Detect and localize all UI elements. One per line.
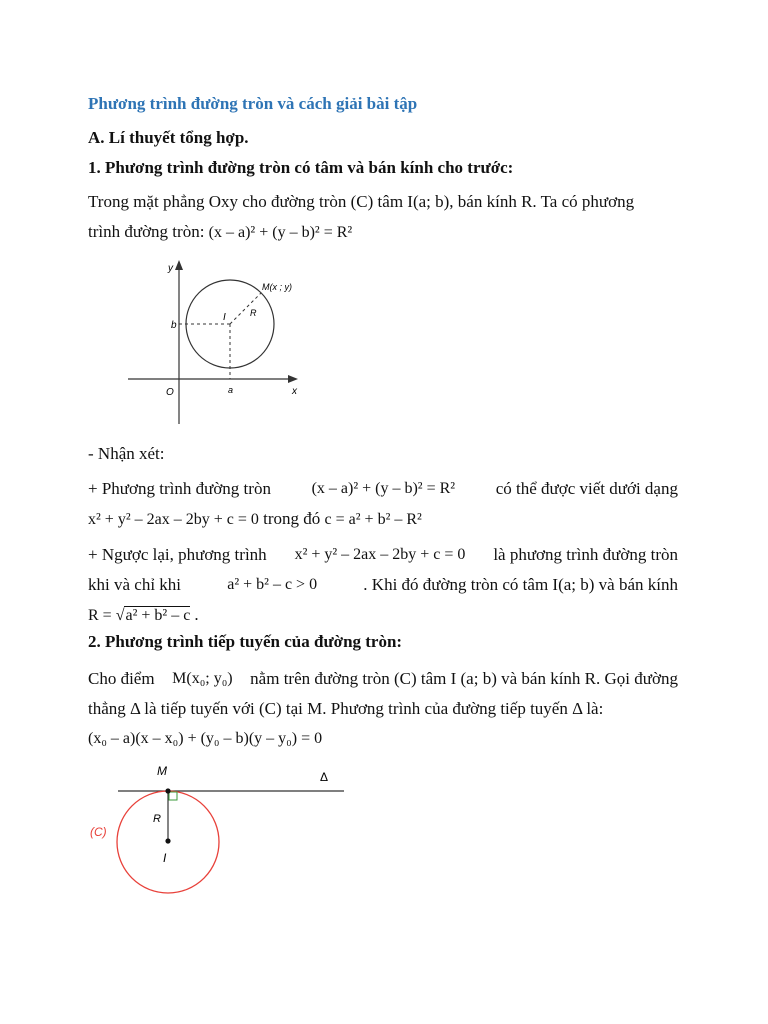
remark-2-line1 [88, 540, 678, 570]
section-a-heading: A. Lí thuyết tổng hợp. [88, 128, 249, 147]
point-m-label: M [157, 764, 167, 778]
remark-1-line1 [88, 474, 678, 504]
remark-2-equation: x² + y² – 2ax – 2by + c = 0 [294, 546, 466, 563]
remarks-heading: - Nhận xét: [88, 444, 165, 463]
b-label: b [171, 320, 177, 331]
origin-label: O [166, 387, 174, 398]
center-i-label: I [163, 851, 167, 865]
section-2-line1 [88, 664, 678, 694]
remark-1-equation: (x – a)² + (y – b)² = R² [311, 480, 456, 497]
circle-equation: (x – a)² + (y – b)² = R² [208, 224, 353, 241]
remark-1-mid: trong đó [263, 509, 321, 528]
remark-2-line2 [88, 570, 678, 600]
general-form-equation: x² + y² – 2ax – 2by + c = 0 [88, 511, 259, 528]
remark-2-suffix: là phương trình đường tròn [493, 545, 678, 564]
center-i-dot [165, 838, 170, 843]
remark-2-prefix: + Ngược lại, phương trình [88, 545, 267, 564]
section-2-line1-prefix: Cho điểm [88, 669, 155, 688]
tangent-equation: (x₀ – a)(x – x₀) + (y₀ – b)(y – y₀) = 0 [88, 730, 323, 747]
radius-formula [88, 606, 194, 624]
radius-label: R [250, 308, 257, 318]
remark-2-end: . [194, 605, 199, 624]
a-label: a [228, 385, 234, 395]
center-label: I [223, 312, 226, 323]
remark-2-line2-suffix: . Khi đó đường tròn có tâm I(a; b) và bán kính [363, 575, 678, 594]
delta-label: Δ [320, 770, 329, 784]
radius-r-label: R [153, 813, 161, 825]
sqrt-symbol: √ [115, 607, 125, 624]
section-1-line1: Trong mặt phẳng Oxy cho đường tròn (C) tâm I(a; b), bán kính R. Ta có phương [88, 192, 635, 211]
section-1-line2 [88, 217, 678, 248]
tangent-figure [86, 758, 350, 908]
point-m-label: M(x ; y) [262, 282, 292, 292]
remark-2-line3 [88, 600, 678, 631]
section-2-paragraph [88, 664, 678, 754]
c-definition: c = a² + b² – R² [324, 511, 422, 528]
circle-coordinate-figure [120, 254, 330, 430]
section-2-line1-suffix: nằm trên đường tròn (C) tâm I (a; b) và bán kính R. Gọi đường [250, 669, 678, 688]
section-1-heading: 1. Phương trình đường tròn có tâm và bán kính cho trước: [88, 158, 514, 177]
remark-1-prefix: + Phương trình đường tròn [88, 479, 271, 498]
radius-radicand: a² + b² – c [125, 607, 191, 624]
existence-condition: a² + b² – c > 0 [227, 576, 318, 593]
section-1-paragraph [88, 187, 678, 248]
x-axis-label: x [292, 386, 297, 397]
y-axis-label: y [168, 263, 173, 274]
section-1-line2-prefix: trình đường tròn: [88, 222, 205, 241]
point-m-notation: M(x₀; y₀) [172, 670, 233, 687]
section-2-line2: thẳng Δ là tiếp tuyến với (C) tại M. Phương trình của đường tiếp tuyến Δ là: [88, 699, 604, 718]
circle-c-label: (C) [90, 825, 107, 839]
radius-lhs: R = [88, 607, 112, 624]
page-title: Phương trình đường tròn và cách giải bài tập [88, 94, 418, 113]
right-angle-marker [169, 792, 177, 800]
remark-1-suffix: có thể được viết dưới dạng [495, 479, 678, 498]
remark-1 [88, 474, 678, 535]
remark-2 [88, 540, 678, 631]
remark-1-line2 [88, 504, 678, 535]
section-2-heading: 2. Phương trình tiếp tuyến của đường tròn: [88, 632, 403, 651]
point-m-dot [165, 788, 170, 793]
remark-2-line2-prefix: khi và chỉ khi [88, 575, 182, 594]
